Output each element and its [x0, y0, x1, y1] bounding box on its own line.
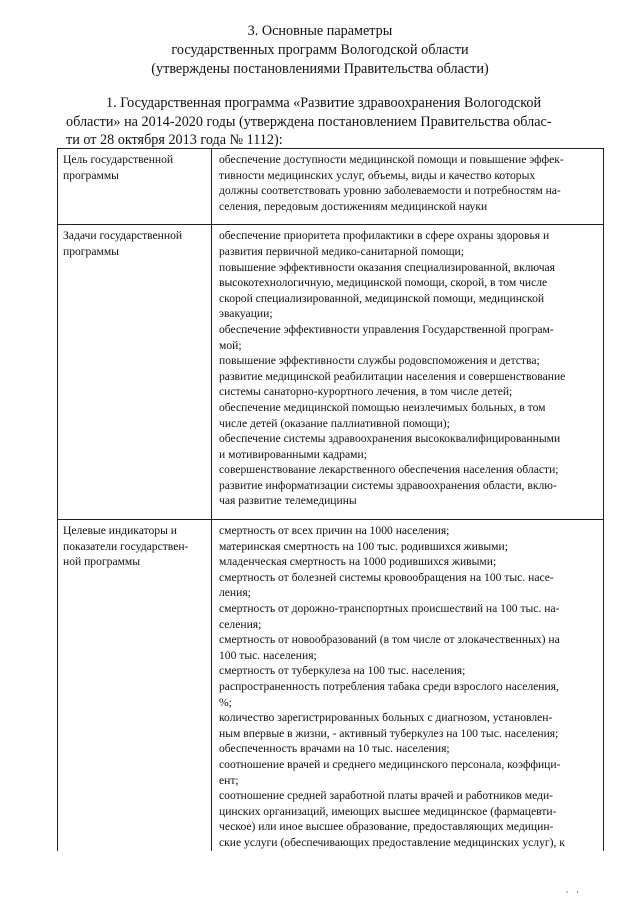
content-line: совершенствование лекарственного обеспечения населения области; — [219, 463, 559, 477]
content-line: ления; — [219, 586, 251, 600]
label-line: программы — [63, 244, 119, 258]
content-line: распространенность потребления табака среди взрослого населения, — [219, 680, 559, 693]
content-line: должны соответствовать уровню заболеваемости и потребностям на- — [219, 184, 561, 198]
row-label-goal — [58, 149, 212, 225]
content-line: соотношение врачей и среднего медицинского персонала, коэффици- — [219, 757, 561, 771]
content-line: тивности медицинских услуг, объемы, виды и качество которых — [219, 168, 536, 182]
content-line: соотношение средней заработной платы врачей и работников меди- — [219, 789, 554, 803]
content-line: смертность от всех причин на 1000 населения; — [219, 524, 450, 538]
program-parameters-table — [57, 148, 604, 851]
content-line: обеспечение доступности медицинской помощи и повышение эффек- — [219, 153, 564, 166]
label-line: программы — [63, 168, 119, 182]
content-line: смертность от дорожно-транспортных происшествий на 100 тыс. на- — [219, 602, 560, 616]
content-line: чая развитие телемедицины — [219, 494, 357, 508]
content-line: развитие информатизации системы здравоохранения области, вклю- — [219, 478, 557, 492]
label-line: Задачи государственной — [63, 229, 183, 243]
content-line: ские услуги (обеспечивающих предоставление медицинских услуг), к — [219, 835, 565, 849]
section-heading — [0, 22, 640, 79]
content-line: количество зарегистрированных больных с диагнозом, установлен- — [219, 711, 553, 725]
intro-line-2: области» на 2014-2020 годы (утверждена постановлением Правительства облас- — [66, 113, 552, 130]
row-content-goal — [212, 149, 604, 225]
content-line: числе детей (оказание паллиативной помощи); — [219, 416, 450, 430]
content-line: системы санаторно-курортного лечения, в том числе детей; — [219, 385, 513, 399]
content-line: смертность от новообразований (в том числе от злокачественных) на — [219, 633, 560, 647]
row-content-indicators — [212, 520, 604, 851]
intro-line-1: 1. Государственная программа «Развитие здравоохранения Вологодской — [106, 95, 542, 111]
content-line: развитие медицинской реабилитации населения и совершенствование — [219, 369, 566, 383]
table-row — [58, 149, 604, 225]
label-line: Целевые индикаторы и — [63, 524, 177, 538]
content-line: высокотехнологичную, медицинской помощи, скорой, в том числе — [219, 276, 548, 290]
content-line: смертность от болезней системы кровообращения на 100 тыс. насе- — [219, 570, 554, 584]
content-line: материнская смертность на 100 тыс. родившихся живыми; — [219, 539, 508, 553]
page-footer-mark: ‚ ‚ — [566, 884, 582, 894]
content-line: обеспечение системы здравоохранения высококвалифицированными — [219, 432, 561, 446]
content-line: смертность от туберкулеза на 100 тыс. населения; — [219, 664, 466, 678]
heading-line-2: государственных программ Вологодской области — [171, 42, 469, 58]
label-line: ной программы — [63, 555, 141, 569]
content-line: 100 тыс. населения; — [219, 648, 317, 662]
content-line: ент; — [219, 773, 239, 787]
content-line: повышение эффективности службы родовспоможения и детства; — [219, 354, 540, 368]
label-line: Цель государственной — [63, 153, 174, 166]
content-line: селения, передовым достижениям медицинской науки — [219, 199, 488, 213]
table-row — [58, 225, 604, 520]
row-content-tasks — [212, 225, 604, 520]
content-line: и мотивированными кадрами; — [219, 447, 367, 461]
content-line: обеспечение эффективности управления Государственной програм- — [219, 322, 554, 336]
content-line: ным впервые в жизни, - активный туберкулез на 100 тыс. населения; — [219, 726, 559, 740]
content-line: развития первичной медико-санитарной помощи; — [219, 244, 464, 258]
row-label-indicators — [58, 520, 212, 851]
content-line: цинских организаций, имеющих высшее медицинское (фармацевти- — [219, 804, 557, 818]
content-line: младенческая смертность на 1000 родившихся живыми; — [219, 555, 497, 569]
heading-line-3: (утверждены постановлениями Правительства области) — [151, 61, 489, 77]
content-line: повышение эффективности оказания специализированной, включая — [219, 260, 556, 274]
content-line: обеспечение медицинской помощью неизлечимых больных, в том — [219, 400, 546, 414]
row-label-tasks — [58, 225, 212, 520]
content-line: обеспеченность врачами на 10 тыс. населения; — [219, 742, 450, 756]
table-row — [58, 520, 604, 851]
label-line: показатели государствен- — [63, 539, 189, 553]
content-line: мой; — [219, 338, 242, 352]
content-line: эвакуации; — [219, 307, 273, 321]
intro-line-3: ти от 28 октября 2013 года № 1112): — [66, 132, 283, 148]
content-line: обеспечение приоритета профилактики в сфере охраны здоровья и — [219, 229, 550, 243]
content-line: ческое) или иное высшее образование, предоставляющих медицин- — [219, 820, 554, 834]
program-intro — [66, 94, 598, 150]
heading-line-1: 3. Основные параметры — [247, 23, 393, 39]
content-line: скорой специализированной, медицинской помощи, медицинской — [219, 291, 545, 305]
content-line: %; — [219, 695, 232, 709]
content-line: селения; — [219, 617, 262, 631]
